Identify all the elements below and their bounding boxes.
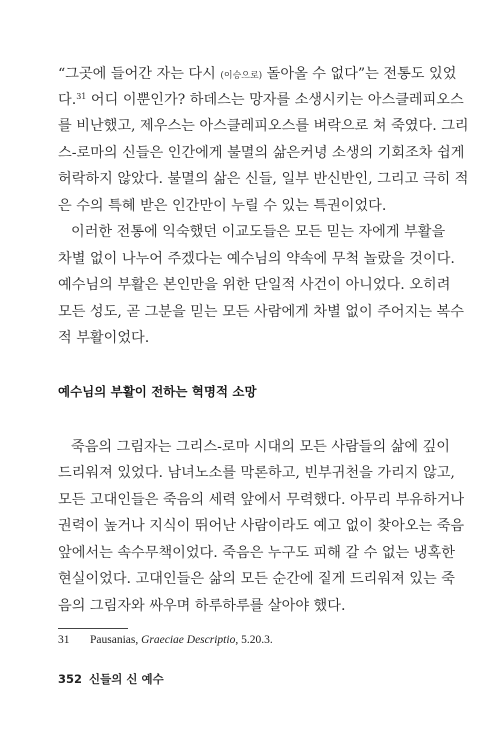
text-line: 드리워져 있었다. 남녀노소를 막론하고, 빈부귀천을 가리지 않고,	[58, 465, 455, 481]
text-line: 권력이 높거나 지식이 뛰어난 사람이라도 예고 없이 찾아오는 죽음	[58, 518, 465, 534]
text-line: 이러한 전통에 익숙했던 이교도들은 모든 믿는 자에게 부활을	[71, 224, 446, 240]
text-span: “그곳에 들어간 자는 다시	[58, 66, 221, 82]
text-line: 앞에서는 속수무책이었다. 죽음은 누구도 피해 갈 수 없는 냉혹한	[58, 545, 455, 561]
page-number: 352	[58, 672, 83, 686]
text-line: 죽음의 그림자는 그리스-로마 시대의 모든 사람들의 삶에 깊이	[71, 439, 450, 455]
text-span: 어디 이뿐인가? 하데스는 망자를 소생시키는 아스클레피오스	[86, 92, 464, 108]
running-title: 신들의 신 예수	[89, 672, 164, 686]
text-line: 은 수의 특혜 받은 인간만이 누릴 수 있는 특권이었다.	[58, 198, 387, 214]
footnote-divider	[58, 628, 128, 629]
text-span: 다.	[58, 92, 77, 108]
footnote-reference: , 5.20.3.	[235, 634, 273, 646]
text-line: 모든 성도, 곧 그분을 믿는 모든 사람에게 차별 없이 주어지는 복수	[58, 304, 464, 320]
text-line	[58, 90, 464, 110]
footnote	[58, 634, 273, 646]
text-line: 차별 없이 나누어 주겠다는 예수님의 약속에 무척 놀랐을 것이다.	[58, 251, 455, 267]
text-line: 허락하지 않았다. 불멸의 삶은 신들, 일부 반신반인, 그리고 극히 적	[58, 171, 469, 187]
text-line: 적 부활이었다.	[58, 330, 150, 346]
text-line: 예수님의 부활은 본인만을 위한 단일적 사건이 아니었다. 오히려	[58, 277, 451, 293]
text-line: 모든 고대인들은 죽음의 세력 앞에서 무력했다. 아무리 부유하거나	[58, 492, 465, 508]
footnote-author: Pausanias,	[90, 634, 142, 646]
text-line	[58, 64, 457, 86]
page-footer	[58, 671, 164, 687]
footnote-work-title: Graeciae Descriptio	[141, 634, 236, 646]
text-line: 를 비난했고, 제우스는 아스클레피오스를 벼락으로 쳐 죽였다. 그리	[58, 118, 469, 134]
small-text: (이승으로)	[220, 71, 263, 81]
footnote-marker: 31	[76, 92, 87, 101]
text-line: 현실이었다. 고대인들은 삶의 모든 순간에 짙게 드리워져 있는 죽	[58, 571, 455, 587]
section-heading: 예수님의 부활이 전하는 혁명적 소망	[58, 384, 257, 399]
text-line: 스-로마의 신들은 인간에게 불멸의 삶은커녕 소생의 기회조차 쉽게	[58, 145, 465, 161]
text-line: 음의 그림자와 싸우며 하루하루를 살아야 했다.	[58, 598, 346, 614]
footnote-number: 31	[58, 634, 70, 646]
text-span: 돌아올 수 없다”는 전통도 있었	[262, 66, 457, 82]
